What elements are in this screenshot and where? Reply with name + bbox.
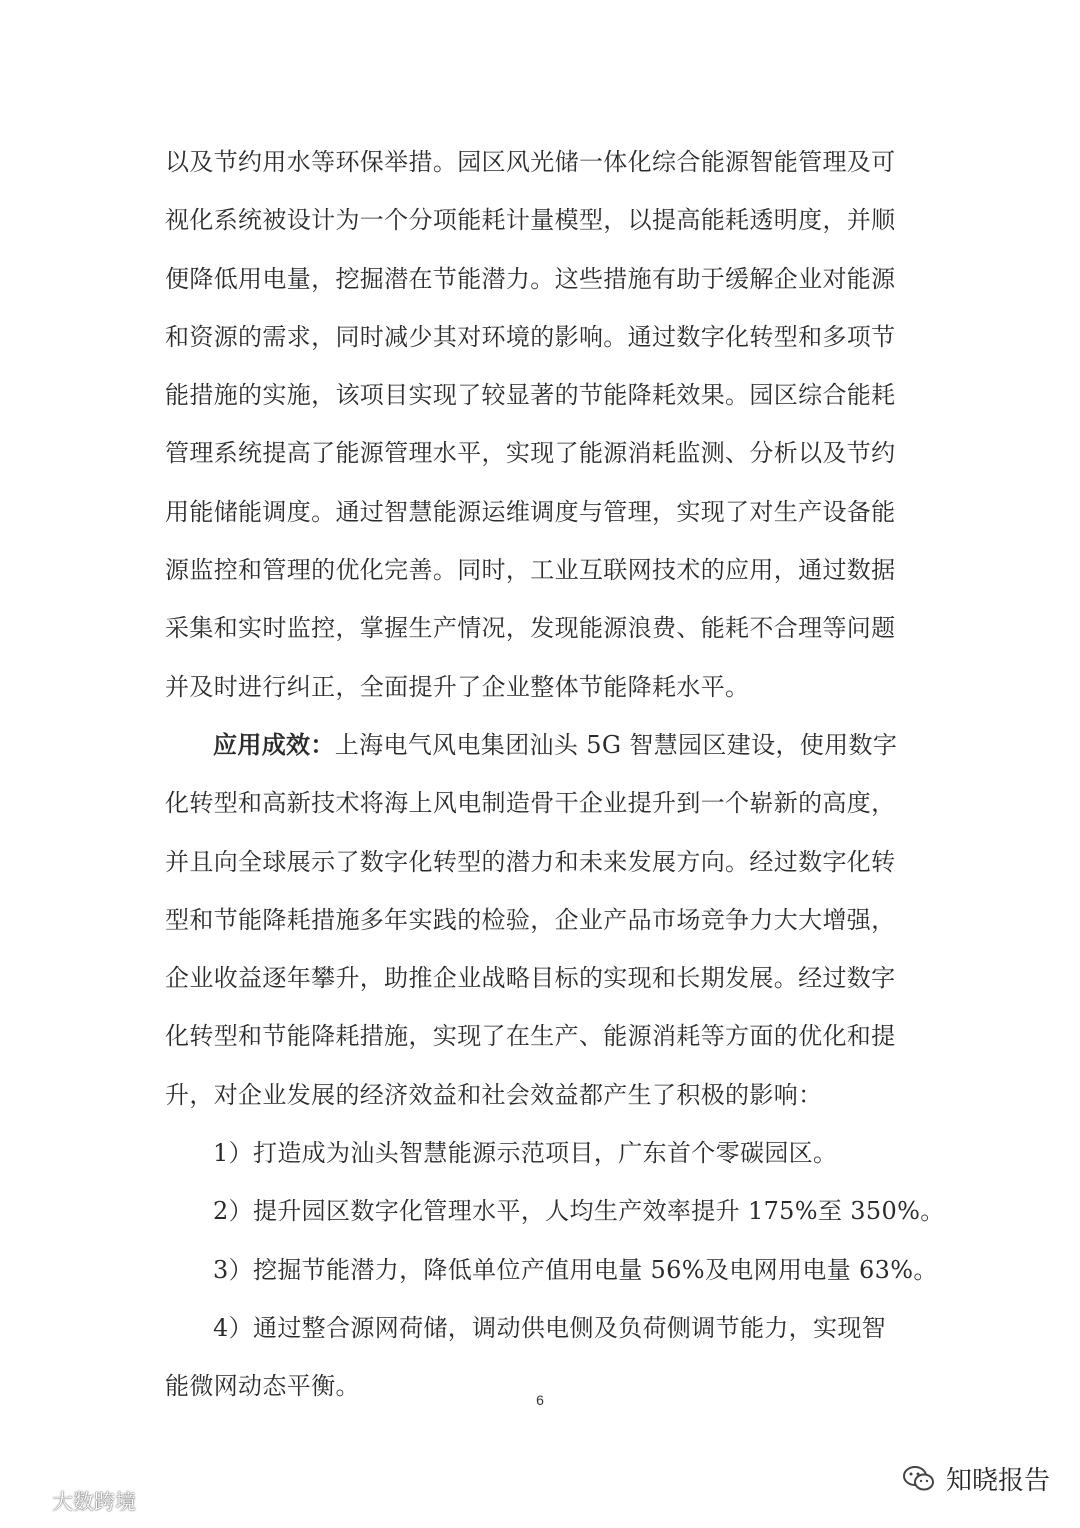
text-line: 便降低用电量，挖掘潜在节能潜力。这些措施有助于缓解企业对能源 — [165, 264, 896, 293]
text-line: 采集和实时监控，掌握生产情况，发现能源浪费、能耗不合理等问题 — [165, 614, 896, 643]
text-line — [165, 716, 925, 774]
text-line: 能微网动态平衡。 — [165, 1372, 360, 1401]
text-line: 视化系统被设计为一个分项能耗计量模型，以提高能耗透明度，并顺 — [165, 206, 896, 235]
text-line: 能措施的实施，该项目实现了较显著的节能降耗效果。园区综合能耗 — [165, 381, 896, 410]
text-line: 以及节约用水等环保举措。园区风光储一体化综合能源智能管理及可 — [165, 148, 896, 176]
text-line: 升，对企业发展的经济效益和社会效益都产生了积极的影响： — [165, 1080, 823, 1109]
watermark-right-text: 知晓报告 — [945, 1466, 1050, 1496]
text-line: 并及时进行纠正，全面提升了企业整体节能降耗水平。 — [165, 672, 750, 701]
text-line: 管理系统提高了能源管理水平，实现了能源消耗监测、分析以及节约 — [165, 439, 896, 468]
text-line-content: 上海电气风电集团汕头 5G 智慧园区建设，使用数字 — [334, 730, 898, 759]
text-line: 型和节能降耗措施多年实践的检验，企业产品市场竞争力大大增强， — [165, 905, 896, 934]
list-item: 2）提升园区数字化管理水平，人均生产效率提升 175%至 350%。 — [213, 1197, 945, 1226]
watermark-left — [6, 1486, 136, 1516]
text-line: 和资源的需求，同时减少其对环境的影响。通过数字化转型和多项节 — [165, 322, 896, 351]
section-lead: 应用成效： — [213, 729, 335, 759]
page-number: 6 — [536, 1392, 544, 1408]
list-item: 3）挖掘节能潜力，降低单位产值用电量 56%及电网用电量 63%。 — [213, 1255, 938, 1284]
list-item: 1）打造成为汕头智慧能源示范项目，广东首个零碳园区。 — [213, 1139, 838, 1168]
text-line: 并且向全球展示了数字化转型的潜力和未来发展方向。经过数字化转 — [165, 847, 896, 876]
text-line: 化转型和节能降耗措施，实现了在生产、能源消耗等方面的优化和提 — [165, 1022, 896, 1051]
body-text — [165, 133, 945, 1416]
text-line: 化转型和高新技术将海上风电制造骨干企业提升到一个崭新的高度， — [165, 789, 896, 818]
watermark-logo-icon — [6, 1486, 46, 1516]
wechat-icon — [902, 1464, 936, 1494]
text-line: 用能储能调度。通过智慧能源运维调度与管理，实现了对生产设备能 — [165, 497, 896, 526]
watermark-right — [902, 1460, 1050, 1497]
watermark-left-text: 大数跨境 — [52, 1490, 136, 1514]
list-item: 4）通过整合源网荷储，调动供电侧及负荷侧调节能力，实现智 — [213, 1313, 887, 1342]
text-line: 企业收益逐年攀升，助推企业战略目标的实现和长期发展。经过数字 — [165, 964, 896, 993]
text-line: 源监控和管理的优化完善。同时，工业互联网技术的应用，通过数据 — [165, 556, 896, 585]
